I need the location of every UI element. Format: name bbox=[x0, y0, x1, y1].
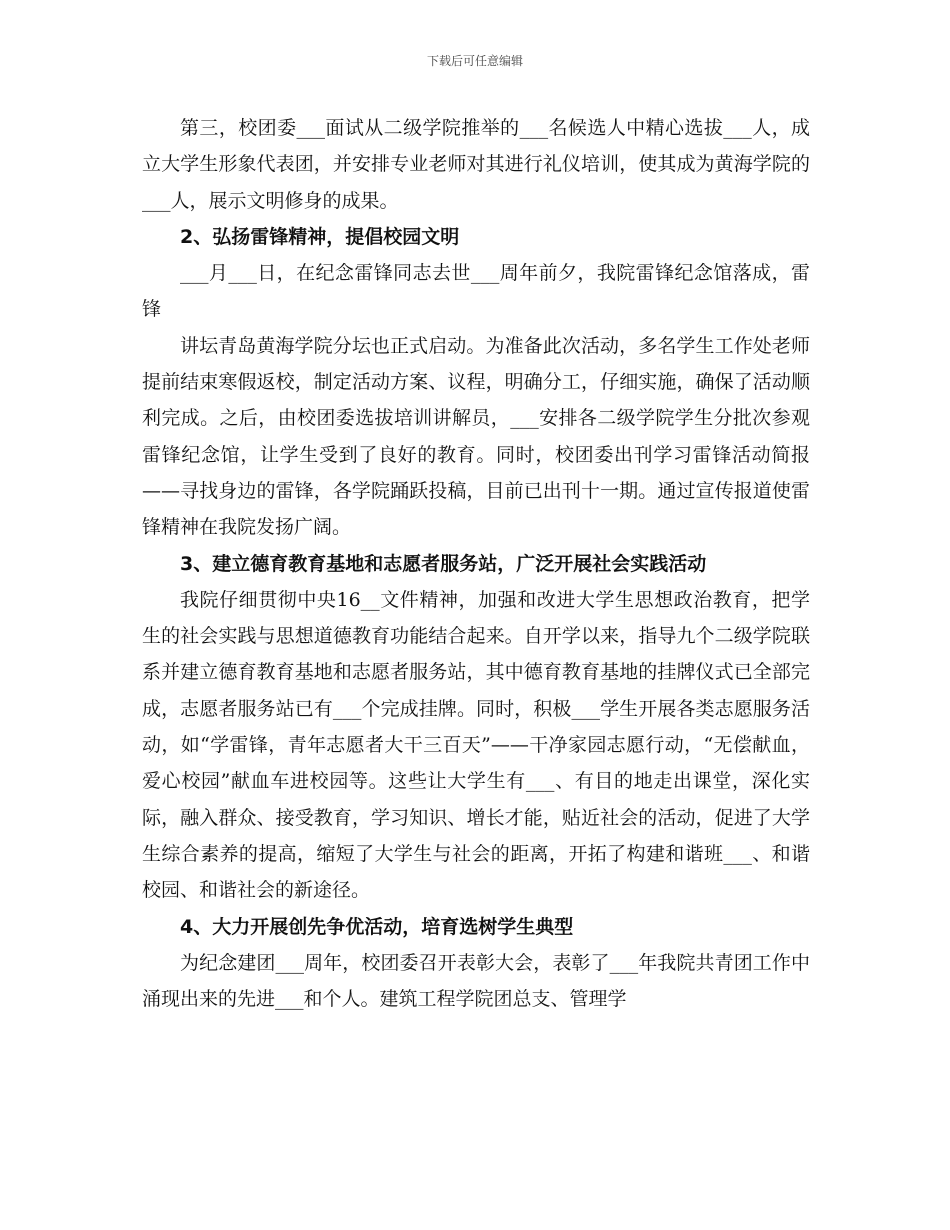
document-body bbox=[142, 110, 810, 1017]
section-heading-2: 2、弘扬雷锋精神，提倡校园文明 bbox=[180, 225, 460, 248]
paragraph-4: 我院仔细贯彻中央16__文件精神，加强和改进大学生思想政治教育，把学生的社会实践与思想道德教育功能结合起来。自开学以来，指导九个二级学院联系并建立德育教育基地和志愿者服务站，其中德育教育基地的挂牌仪式已全部完成，志愿者服务站已有___个完成挂牌。同时，积极___学生开展各类志愿服务活动，如“学雷锋，青年志愿者大干三百天”——干净家园志愿行动，“无偿献血，爱心校园”献血车进校园等。这些让大学生有___、有目的地走出课堂，深化实际，融入群众、接受教育，学习知识、增长才能，贴近社会的活动，促进了大学生综合素养的提高，缩短了大学生与社会的距离，开拓了构建和谐班___、和谐校园、和谐社会的新途径。 bbox=[142, 588, 810, 902]
paragraph-1: 第三，校团委___面试从二级学院推举的___名候选人中精心选拔___人，成立大学生形象代表团，并安排专业老师对其进行礼仪培训，使其成为黄海学院的___人，展示文明修身的成果。 bbox=[142, 117, 810, 212]
section-heading-4: 4、大力开展创先争优活动，培育选树学生典型 bbox=[180, 915, 574, 938]
page-header-note: 下载后可任意编辑 bbox=[426, 54, 523, 68]
section-heading-3: 3、建立德育教育基地和志愿者服务站，广泛开展社会实践活动 bbox=[180, 552, 707, 575]
paragraph-2: ___月___日，在纪念雷锋同志去世___周年前夕，我院雷锋纪念馆落成，雷锋 bbox=[142, 262, 810, 321]
paragraph-5: 为纪念建团___周年，校团委召开表彰大会，表彰了___年我院共青团工作中涌现出来的先进___和个人。建筑工程学院团总支、管理学 bbox=[142, 951, 810, 1011]
paragraph-3: 讲坛青岛黄海学院分坛也正式启动。为准备此次活动，多名学生工作处老师提前结束寒假返校，制定活动方案、议程，明确分工，仔细实施，确保了活动顺利完成。之后，由校团委选拔培训讲解员，___安排各二级学院学生分批次参观雷锋纪念馆，让学生受到了良好的教育。同时，校团委出刊学习雷锋活动简报——寻找身边的雷锋，各学院踊跃投稿，目前已出刊十一期。通过宣传报道使雷锋精神在我院发扬广阔。 bbox=[142, 334, 810, 539]
